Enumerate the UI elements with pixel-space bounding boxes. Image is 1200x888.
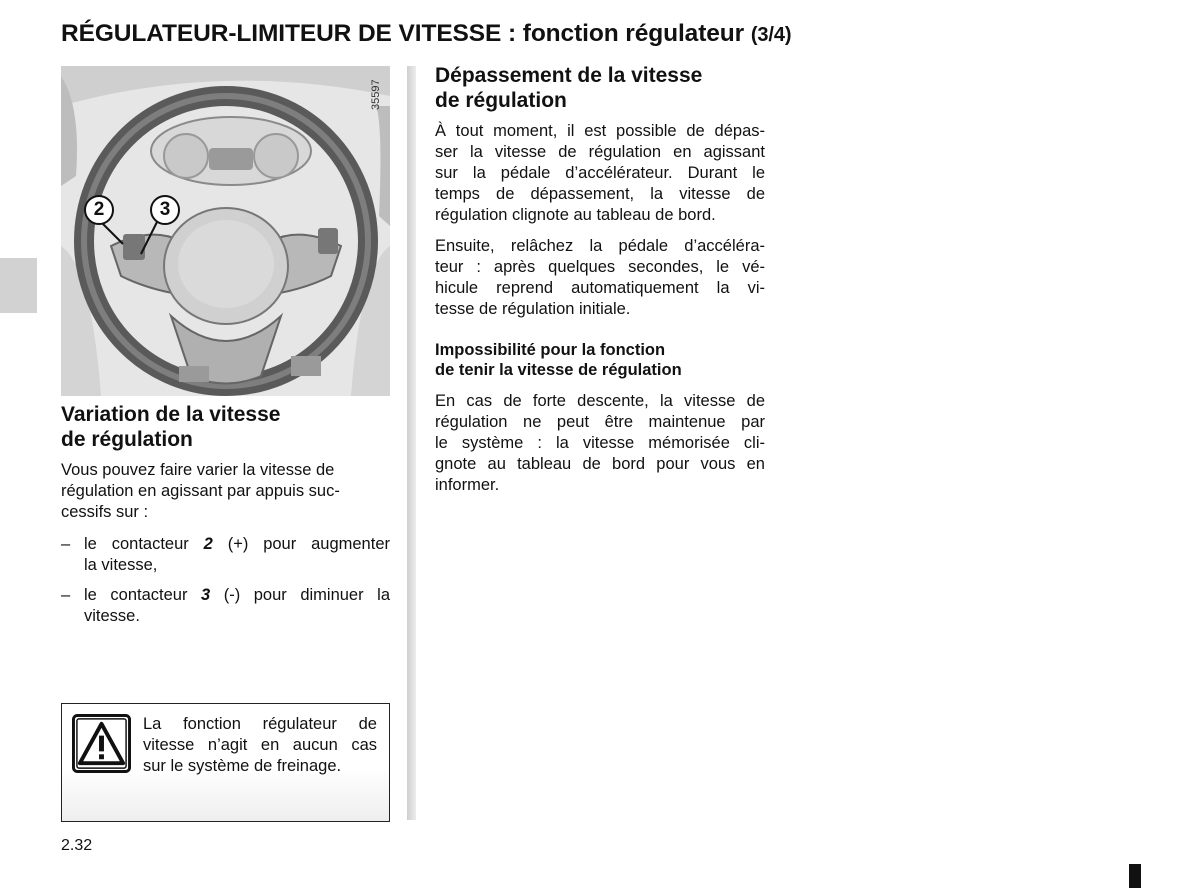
warning-text: La fonction régulateur de vitesse n’agit en aucun cas sur le système de freinage. bbox=[143, 715, 377, 775]
edge-marker bbox=[1129, 864, 1141, 888]
callout-2: 2 bbox=[84, 195, 114, 225]
callout-3: 3 bbox=[150, 195, 180, 225]
column-divider bbox=[407, 66, 416, 820]
warning-box bbox=[61, 703, 390, 822]
depassement-paragraph-1: À tout moment, il est possible de dépas- ser la vitesse de régulation en agissant sur la pédale d’accélérateur. Durant le temps de dépassement, la vitesse de régulation clignote au tableau de bord. bbox=[435, 122, 765, 224]
figure-number: 35597 bbox=[370, 79, 382, 110]
bullet-increase: – le contacteur 2 (+) pour augmenter la vitesse, bbox=[61, 535, 390, 574]
chapter-tab bbox=[0, 258, 37, 313]
variation-intro: Vous pouvez faire varier la vitesse de régulation en agissant par appuis suc- cessifs sur : bbox=[61, 461, 340, 521]
page-number: 2.32 bbox=[61, 837, 93, 854]
page-title: RÉGULATEUR-LIMITEUR DE VITESSE : fonction régulateur (3/4) bbox=[61, 20, 792, 47]
steering-wheel-illustration bbox=[61, 66, 390, 396]
depassement-heading: Dépassement de la vitesse de régulation bbox=[435, 64, 703, 112]
warning-triangle-icon bbox=[72, 714, 131, 773]
variation-heading: Variation de la vitesse de régulation bbox=[61, 403, 281, 451]
impossibilite-paragraph: En cas de forte descente, la vitesse de régulation ne peut être maintenue par le système : la vitesse mémorisée cli- gnote au tableau de bord pour vous en informer. bbox=[435, 392, 765, 494]
bullet-decrease: – le contacteur 3 (-) pour diminuer la vitesse. bbox=[61, 586, 390, 625]
impossibilite-subheading: Impossibilité pour la fonction de tenir la vitesse de régulation bbox=[435, 341, 682, 379]
depassement-paragraph-2: Ensuite, relâchez la pédale d’accéléra- teur : après quelques secondes, le vé- hicule reprend automatiquement la vi- tesse de régulation initiale. bbox=[435, 237, 765, 318]
